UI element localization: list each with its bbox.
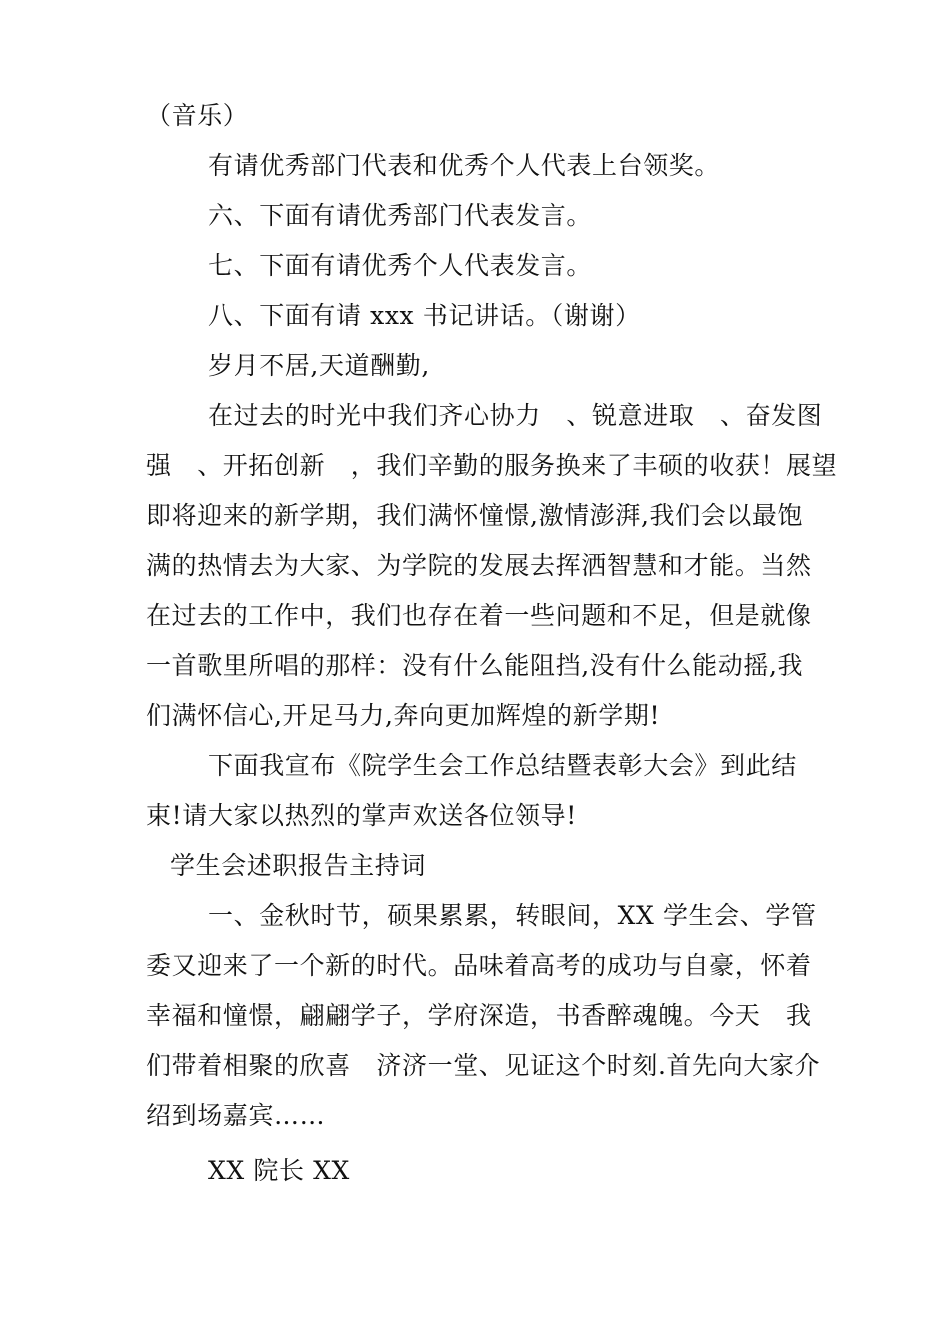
text-line: 幸福和憧憬，翩翩学子，学府深造，书香醉魂魄。今天 我 xyxy=(146,1001,812,1030)
text-line: 们带着相聚的欣喜 济济一堂、见证这个时刻.首先向大家介 xyxy=(146,1051,821,1080)
text-line: 六、下面有请优秀部门代表发言。 xyxy=(208,201,593,230)
text-line: 一首歌里所唱的那样：没有什么能阻挡,没有什么能动摇,我 xyxy=(146,651,804,680)
text-line: 满的热情去为大家、为学院的发展去挥洒智慧和才能。当然 xyxy=(146,551,812,580)
text-line: XX 院长 XX xyxy=(208,1156,350,1185)
text-line: 有请优秀部门代表和优秀个人代表上台领奖。 xyxy=(208,151,721,180)
text-line: 一、金秋时节，硕果累累，转眼间，XX 学生会、学管 xyxy=(208,901,817,930)
text-line: 强 、开拓创新 ，我们辛勤的服务换来了丰硕的收获！展望 xyxy=(146,451,838,480)
text-line: 委又迎来了一个新的时代。品味着高考的成功与自豪，怀着 xyxy=(146,951,812,980)
text-line: 们满怀信心,开足马力,奔向更加辉煌的新学期! xyxy=(146,701,661,730)
text-line: 岁月不居,天道酬勤, xyxy=(208,351,430,380)
section-heading: 学生会述职报告主持词 xyxy=(170,851,427,880)
text-line: 七、下面有请优秀个人代表发言。 xyxy=(208,251,593,280)
text-line: 绍到场嘉宾…… xyxy=(146,1101,326,1130)
text-line: （音乐） xyxy=(146,101,249,130)
text-line: 在过去的时光中我们齐心协力 、锐意进取 、奋发图 xyxy=(208,401,823,430)
text-line: 束!请大家以热烈的掌声欢送各位领导! xyxy=(146,801,577,830)
text-line: 即将迎来的新学期，我们满怀憧憬,激情澎湃,我们会以最饱 xyxy=(146,501,804,530)
text-line: 下面我宣布《院学生会工作总结暨表彰大会》到此结 xyxy=(208,751,797,780)
text-line: 在过去的工作中，我们也存在着一些问题和不足，但是就像 xyxy=(146,601,812,630)
text-line: 八、下面有请 xxx 书记讲话。（谢谢） xyxy=(208,301,641,330)
